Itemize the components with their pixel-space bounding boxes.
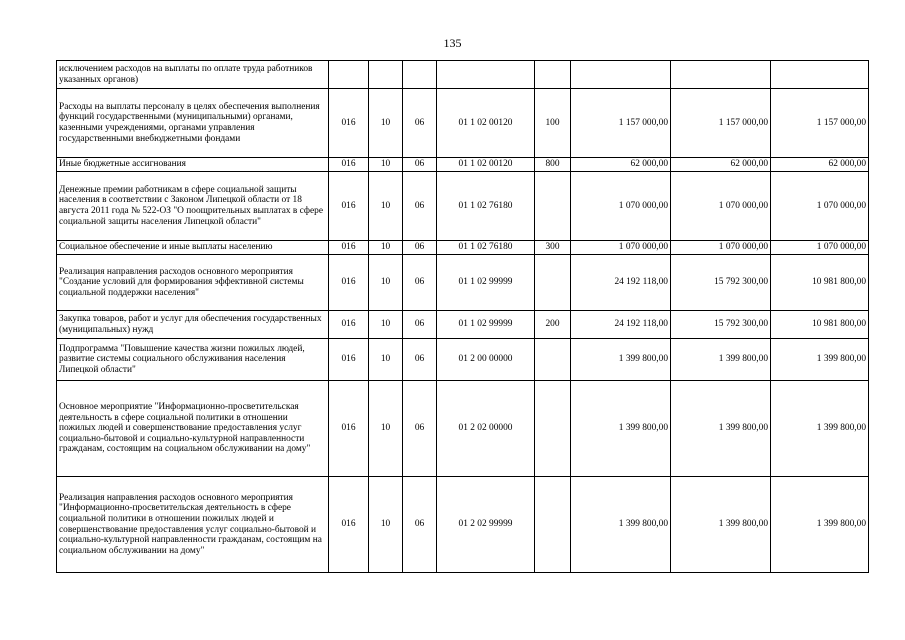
table-row	[57, 339, 869, 381]
sum-year-3: 10 981 800,00	[771, 255, 869, 311]
table-row	[57, 477, 869, 573]
sum-year-3: 1 399 800,00	[771, 339, 869, 381]
sum-year-3: 1 399 800,00	[771, 381, 869, 477]
row-name: Закупка товаров, работ и услуг для обеспечения государственных (муниципальных) нужд	[57, 311, 329, 339]
sum-year-1: 1 399 800,00	[571, 381, 671, 477]
expense-type-code	[535, 381, 571, 477]
section-code: 10	[369, 339, 403, 381]
subsection-code: 06	[403, 89, 437, 158]
row-name: Основное мероприятие "Информационно-просветительская деятельность в сфере социальной политики в отношении пожилых людей и совершенствование предоставления услуг социально-бытовой и социально-культурной направленности гражданам, состоящим на социальном обслуживании на дому"	[57, 381, 329, 477]
ministry-code	[329, 61, 369, 89]
row-name: Реализация направления расходов основного мероприятия "Создание условий для формирования эффективной системы социальной поддержки населения"	[57, 255, 329, 311]
target-article-code: 01 1 02 00120	[437, 89, 535, 158]
ministry-code: 016	[329, 158, 369, 172]
subsection-code: 06	[403, 172, 437, 241]
section-code: 10	[369, 172, 403, 241]
sum-year-1: 62 000,00	[571, 158, 671, 172]
sum-year-3: 1 399 800,00	[771, 477, 869, 573]
subsection-code: 06	[403, 381, 437, 477]
expense-type-code: 100	[535, 89, 571, 158]
expense-type-code	[535, 339, 571, 381]
subsection-code	[403, 61, 437, 89]
sum-year-1: 1 399 800,00	[571, 477, 671, 573]
subsection-code: 06	[403, 477, 437, 573]
page-number: 135	[443, 36, 462, 50]
sum-year-1: 24 192 118,00	[571, 311, 671, 339]
table-row	[57, 172, 869, 241]
sum-year-2: 1 399 800,00	[671, 477, 771, 573]
row-name: Расходы на выплаты персоналу в целях обеспечения выполнения функций государственными (муниципальными) органами, казенными учреждениями, органами управления государственными внебюджетными фондами	[57, 89, 329, 158]
ministry-code: 016	[329, 255, 369, 311]
target-article-code: 01 1 02 99999	[437, 311, 535, 339]
table-row	[57, 255, 869, 311]
sum-year-2	[671, 61, 771, 89]
target-article-code: 01 2 00 00000	[437, 339, 535, 381]
subsection-code: 06	[403, 339, 437, 381]
table-row	[57, 241, 869, 255]
sum-year-3: 1 070 000,00	[771, 241, 869, 255]
ministry-code: 016	[329, 339, 369, 381]
sum-year-3: 1 070 000,00	[771, 172, 869, 241]
expense-type-code: 300	[535, 241, 571, 255]
ministry-code: 016	[329, 172, 369, 241]
row-name: Подпрограмма "Повышение качества жизни пожилых людей, развитие системы социального обслуживания населения Липецкой области"	[57, 339, 329, 381]
expense-type-code: 200	[535, 311, 571, 339]
sum-year-2: 1 399 800,00	[671, 339, 771, 381]
sum-year-1: 1 399 800,00	[571, 339, 671, 381]
expense-type-code	[535, 172, 571, 241]
sum-year-3: 1 157 000,00	[771, 89, 869, 158]
target-article-code: 01 1 02 76180	[437, 241, 535, 255]
ministry-code: 016	[329, 381, 369, 477]
subsection-code: 06	[403, 158, 437, 172]
sum-year-2: 1 399 800,00	[671, 381, 771, 477]
sum-year-2: 15 792 300,00	[671, 255, 771, 311]
section-code	[369, 61, 403, 89]
sum-year-2: 1 070 000,00	[671, 241, 771, 255]
sum-year-2: 1 157 000,00	[671, 89, 771, 158]
target-article-code: 01 1 02 00120	[437, 158, 535, 172]
sum-year-2: 62 000,00	[671, 158, 771, 172]
sum-year-1: 1 070 000,00	[571, 172, 671, 241]
sum-year-3	[771, 61, 869, 89]
table-row	[57, 61, 869, 89]
table-row	[57, 381, 869, 477]
section-code: 10	[369, 311, 403, 339]
target-article-code: 01 2 02 99999	[437, 477, 535, 573]
sum-year-1: 1 157 000,00	[571, 89, 671, 158]
target-article-code: 01 2 02 00000	[437, 381, 535, 477]
subsection-code: 06	[403, 241, 437, 255]
row-name: Иные бюджетные ассигнования	[57, 158, 329, 172]
sum-year-3: 62 000,00	[771, 158, 869, 172]
target-article-code: 01 1 02 76180	[437, 172, 535, 241]
row-name: Социальное обеспечение и иные выплаты населению	[57, 241, 329, 255]
budget-table	[56, 60, 869, 573]
expense-type-code	[535, 61, 571, 89]
ministry-code: 016	[329, 241, 369, 255]
ministry-code: 016	[329, 89, 369, 158]
section-code: 10	[369, 89, 403, 158]
subsection-code: 06	[403, 311, 437, 339]
row-name: исключением расходов на выплаты по оплате труда работников указанных органов)	[57, 61, 329, 89]
table-row	[57, 311, 869, 339]
section-code: 10	[369, 477, 403, 573]
section-code: 10	[369, 158, 403, 172]
table-row	[57, 158, 869, 172]
target-article-code: 01 1 02 99999	[437, 255, 535, 311]
sum-year-2: 15 792 300,00	[671, 311, 771, 339]
row-name: Реализация направления расходов основного мероприятия "Информационно-просветительская деятельность в сфере социальной политики в отношении пожилых людей и совершенствование предоставления услуг социально-бытовой и социально-культурной направленности гражданам, состоящим на социальном обслуживании на дому"	[57, 477, 329, 573]
table-row	[57, 89, 869, 158]
section-code: 10	[369, 241, 403, 255]
ministry-code: 016	[329, 311, 369, 339]
sum-year-3: 10 981 800,00	[771, 311, 869, 339]
sum-year-1	[571, 61, 671, 89]
ministry-code: 016	[329, 477, 369, 573]
section-code: 10	[369, 255, 403, 311]
section-code: 10	[369, 381, 403, 477]
sum-year-1: 24 192 118,00	[571, 255, 671, 311]
row-name: Денежные премии работникам в сфере социальной защиты населения в соответствии с Законом Липецкой области от 18 августа 2011 года № 522-ОЗ "О поощрительных выплатах в сфере социальной защиты населения Липецкой области"	[57, 172, 329, 241]
target-article-code	[437, 61, 535, 89]
expense-type-code	[535, 255, 571, 311]
subsection-code: 06	[403, 255, 437, 311]
expense-type-code	[535, 477, 571, 573]
sum-year-2: 1 070 000,00	[671, 172, 771, 241]
expense-type-code: 800	[535, 158, 571, 172]
sum-year-1: 1 070 000,00	[571, 241, 671, 255]
